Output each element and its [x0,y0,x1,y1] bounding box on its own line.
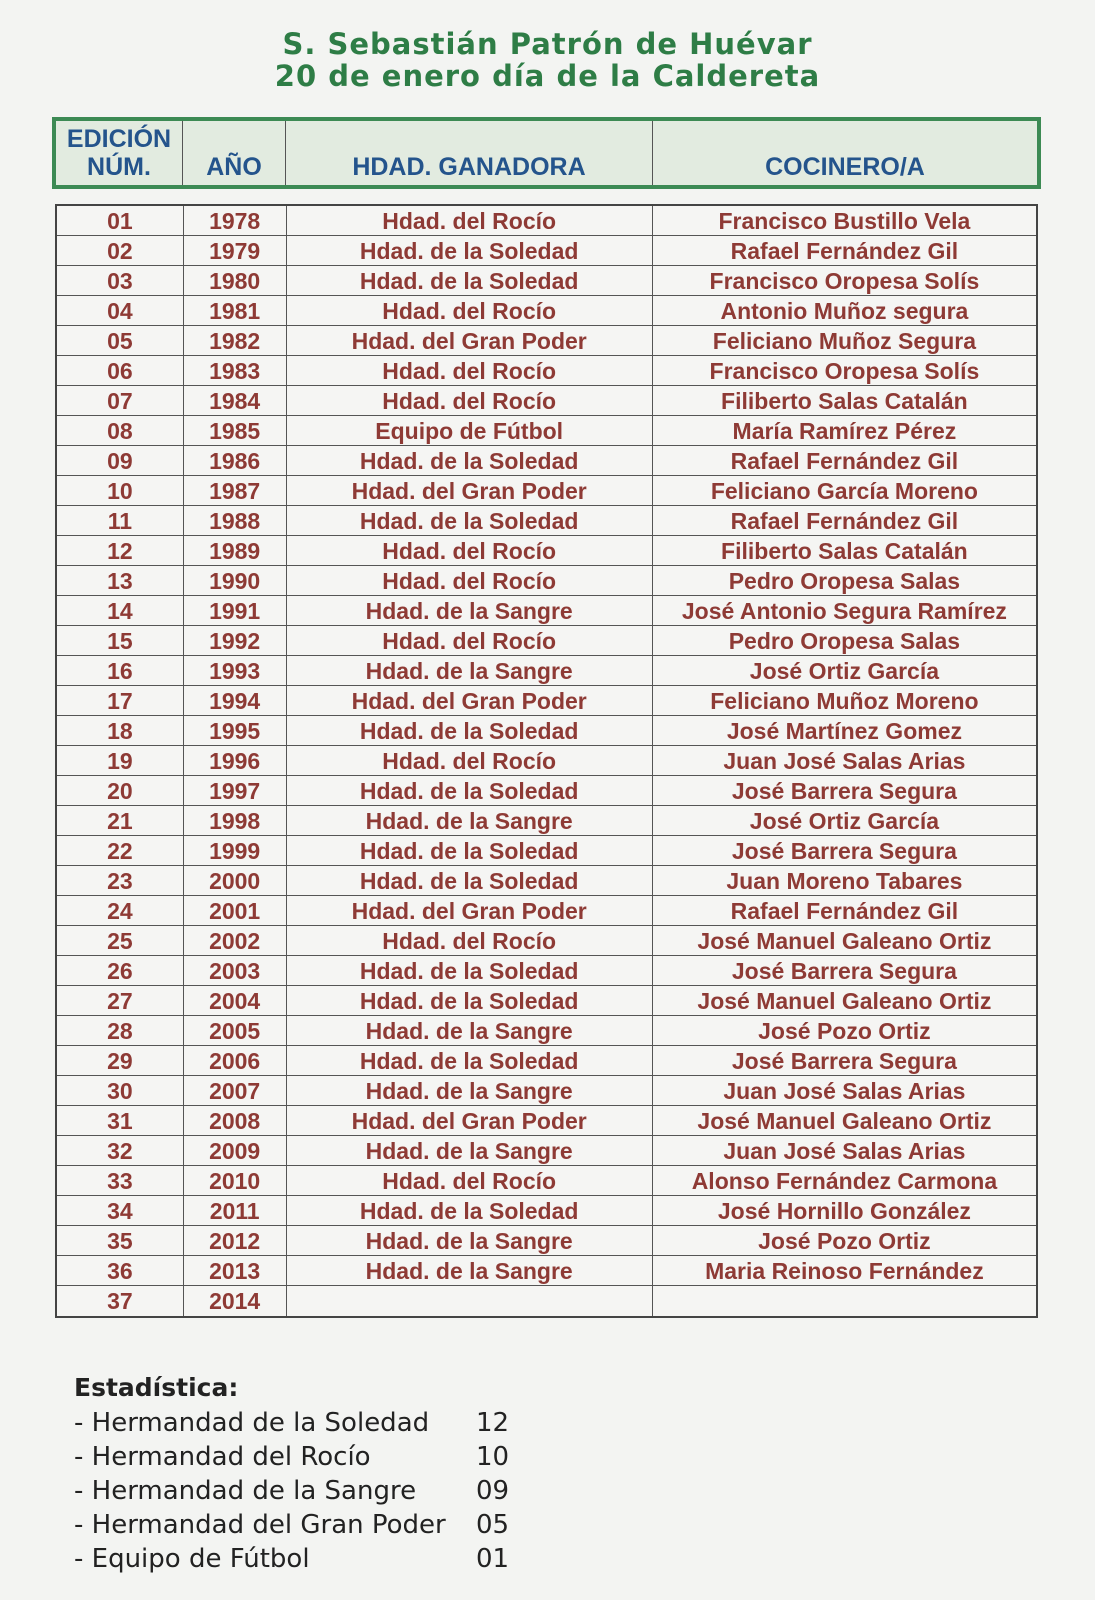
header-anio: AÑO [183,121,286,185]
cook-cell [653,1286,1036,1316]
cook-cell: Juan José Salas Arias [723,747,966,774]
edition-cell: 35 [57,1226,184,1255]
year-cell: 2014 [184,1286,287,1316]
cook-cell: José Martínez Gomez [726,717,962,744]
hdad-cell: Hdad. de la Soledad [287,986,653,1015]
year-cell: 2004 [184,986,287,1015]
hdad-cell: Hdad. de la Soledad [287,866,653,895]
table-row [57,1016,1036,1046]
year-cell: 1985 [184,416,287,445]
cook-cell: José Pozo Ortiz [758,1227,931,1254]
hdad-cell: Hdad. de la Sangre [287,1076,653,1105]
year-cell: 1993 [184,656,287,685]
hdad-cell: Hdad. del Gran Poder [287,686,653,715]
year-cell: 1987 [184,476,287,505]
statistic-item [74,1542,536,1576]
header-edicion-line-1: EDICIÓN [66,125,172,153]
year-cell: 1979 [184,236,287,265]
year-cell: 1999 [184,836,287,865]
hdad-cell: Hdad. del Gran Poder [287,476,653,505]
cook-cell: Feliciano Muñoz Segura [712,327,977,354]
edition-cell: 21 [57,806,184,835]
cook-cell: Juan José Salas Arias [723,1137,966,1164]
edition-cell: 33 [57,1166,184,1195]
table-row [57,506,1036,536]
cook-cell: José Manuel Galeano Ortiz [697,927,992,954]
table-row [57,926,1036,956]
document-title [0,28,1095,92]
year-cell: 1994 [184,686,287,715]
table-row [57,1076,1036,1106]
winners-table [55,204,1038,1318]
year-cell: 1978 [184,206,287,235]
year-cell: 1998 [184,806,287,835]
year-cell: 1990 [184,566,287,595]
edition-cell: 29 [57,1046,184,1075]
table-row [57,866,1036,896]
cook-cell: Antonio Muñoz segura [720,297,969,324]
edition-cell: 17 [57,686,184,715]
edition-cell: 25 [57,926,184,955]
cook-cell: José Barrera Segura [731,957,957,984]
table-row [57,836,1036,866]
year-cell: 2009 [184,1136,287,1165]
edition-cell: 14 [57,596,184,625]
table-row [57,1286,1036,1316]
edition-cell: 32 [57,1136,184,1165]
statistic-item [74,1508,536,1542]
statistics-title: Estadística: [74,1373,239,1402]
edition-cell: 28 [57,1016,184,1045]
year-cell: 2010 [184,1166,287,1195]
table-header [52,117,1041,189]
hdad-cell: Hdad. del Gran Poder [287,1106,653,1135]
edition-cell: 31 [57,1106,184,1135]
year-cell: 1988 [184,506,287,535]
statistic-label: - Hermandad del Rocío [74,1442,371,1472]
table-row [57,746,1036,776]
hdad-cell: Hdad. de la Sangre [287,1016,653,1045]
year-cell: 1980 [184,266,287,295]
cook-cell: Rafael Fernández Gil [730,447,959,474]
cook-cell: Filiberto Salas Catalán [721,537,968,564]
table-row [57,1226,1036,1256]
cook-cell: Maria Reinoso Fernández [705,1257,984,1284]
cook-cell: Rafael Fernández Gil [730,237,959,264]
hdad-cell: Hdad. del Rocío [287,1166,653,1195]
table-row [57,596,1036,626]
year-cell: 1984 [184,386,287,415]
hdad-cell: Hdad. de la Sangre [287,656,653,685]
edition-cell: 15 [57,626,184,655]
cook-cell: José Barrera Segura [731,837,957,864]
hdad-cell: Hdad. del Rocío [287,206,653,235]
cook-cell: Pedro Oropesa Salas [728,627,961,654]
hdad-cell: Equipo de Fútbol [287,416,653,445]
year-cell: 1992 [184,626,287,655]
year-cell: 1983 [184,356,287,385]
table-row [57,626,1036,656]
year-cell: 2003 [184,956,287,985]
table-row [57,686,1036,716]
table-row [57,326,1036,356]
table-row [57,206,1036,236]
year-cell: 1981 [184,296,287,325]
hdad-cell: Hdad. de la Sangre [287,1256,653,1285]
edition-cell: 07 [57,386,184,415]
cook-cell: Pedro Oropesa Salas [728,567,961,594]
hdad-cell: Hdad. de la Soledad [287,776,653,805]
table-row [57,956,1036,986]
table-row [57,1256,1036,1286]
table-row [57,1046,1036,1076]
edition-cell: 34 [57,1196,184,1225]
statistic-label: - Hermandad de la Sangre [74,1476,417,1506]
edition-cell: 09 [57,446,184,475]
table-row [57,776,1036,806]
table-row [57,476,1036,506]
edition-cell: 20 [57,776,184,805]
cook-cell: José Manuel Galeano Ortiz [697,1107,992,1134]
year-cell: 2002 [184,926,287,955]
table-row [57,986,1036,1016]
hdad-cell: Hdad. de la Soledad [287,716,653,745]
table-row [57,1166,1036,1196]
cook-cell: José Barrera Segura [731,1047,957,1074]
edition-cell: 24 [57,896,184,925]
statistic-item [74,1440,536,1474]
cook-cell: Francisco Oropesa Solís [709,267,980,294]
cook-cell: Rafael Fernández Gil [730,507,959,534]
statistic-item [74,1474,536,1508]
header-edicion-line-2: NÚM. [87,153,151,181]
hdad-cell: Hdad. del Rocío [287,626,653,655]
table-row [57,386,1036,416]
hdad-cell: Hdad. de la Soledad [287,446,653,475]
year-cell: 1995 [184,716,287,745]
hdad-cell: Hdad. del Rocío [287,296,653,325]
table-row [57,236,1036,266]
year-cell: 2000 [184,866,287,895]
hdad-cell: Hdad. de la Soledad [287,266,653,295]
cook-cell: Juan José Salas Arias [723,1077,966,1104]
hdad-cell: Hdad. del Rocío [287,386,653,415]
year-cell: 2011 [184,1196,287,1225]
year-cell: 1986 [184,446,287,475]
statistics-section [74,1373,536,1576]
statistic-label: - Hermandad del Gran Poder [74,1510,446,1540]
cook-cell: Francisco Oropesa Solís [709,357,980,384]
table-row [57,446,1036,476]
year-cell: 2013 [184,1256,287,1285]
hdad-cell: Hdad. de la Soledad [287,1046,653,1075]
table-row [57,656,1036,686]
hdad-cell: Hdad. de la Soledad [287,1196,653,1225]
edition-cell: 26 [57,956,184,985]
table-row [57,1106,1036,1136]
statistic-count: 09 [476,1476,510,1506]
year-cell: 2012 [184,1226,287,1255]
table-row [57,1196,1036,1226]
year-cell: 2005 [184,1016,287,1045]
header-edicion [56,121,183,185]
hdad-cell: Hdad. de la Soledad [287,236,653,265]
hdad-cell: Hdad. de la Sangre [287,1226,653,1255]
hdad-cell: Hdad. del Rocío [287,566,653,595]
year-cell: 1996 [184,746,287,775]
year-cell: 2001 [184,896,287,925]
edition-cell: 13 [57,566,184,595]
table-row [57,1136,1036,1166]
edition-cell: 16 [57,656,184,685]
year-cell: 1989 [184,536,287,565]
year-cell: 1991 [184,596,287,625]
cook-cell: María Ramírez Pérez [732,417,957,444]
edition-cell: 08 [57,416,184,445]
edition-cell: 02 [57,236,184,265]
hdad-cell: Hdad. de la Soledad [287,836,653,865]
hdad-cell: Hdad. del Rocío [287,356,653,385]
year-cell: 1997 [184,776,287,805]
year-cell: 2007 [184,1076,287,1105]
edition-cell: 01 [57,206,184,235]
edition-cell: 30 [57,1076,184,1105]
edition-cell: 22 [57,836,184,865]
statistics-list [74,1406,536,1576]
hdad-cell: Hdad. del Gran Poder [287,896,653,925]
edition-cell: 04 [57,296,184,325]
hdad-cell: Hdad. de la Sangre [287,806,653,835]
cook-cell: José Pozo Ortiz [758,1017,931,1044]
statistic-count: 12 [476,1408,510,1438]
table-row [57,266,1036,296]
cook-cell: Francisco Bustillo Vela [718,207,971,234]
hdad-cell [287,1286,653,1316]
cook-cell: José Antonio Segura Ramírez [681,597,1007,624]
cook-cell: José Manuel Galeano Ortiz [697,987,992,1014]
cook-cell: Feliciano García Moreno [710,477,978,504]
hdad-cell: Hdad. de la Soledad [287,506,653,535]
table-row [57,416,1036,446]
edition-cell: 05 [57,326,184,355]
cook-cell: José Ortiz García [749,807,939,834]
header-cocinero: COCINERO/A [765,153,925,181]
year-cell: 2008 [184,1106,287,1135]
cook-cell: Alonso Fernández Carmona [691,1167,998,1194]
cook-cell: José Barrera Segura [731,777,957,804]
hdad-cell: Hdad. del Gran Poder [287,326,653,355]
edition-cell: 23 [57,866,184,895]
edition-cell: 10 [57,476,184,505]
hdad-cell: Hdad. de la Sangre [287,596,653,625]
edition-cell: 12 [57,536,184,565]
hdad-cell: Hdad. del Rocío [287,926,653,955]
hdad-cell: Hdad. de la Sangre [287,1136,653,1165]
edition-cell: 06 [57,356,184,385]
hdad-cell: Hdad. de la Soledad [287,956,653,985]
year-cell: 2006 [184,1046,287,1075]
year-cell: 1982 [184,326,287,355]
statistic-item [74,1406,536,1440]
statistic-count: 05 [476,1510,510,1540]
table-row [57,356,1036,386]
title-line-2: 20 de enero día de la Caldereta [274,59,821,93]
edition-cell: 36 [57,1256,184,1285]
edition-cell: 03 [57,266,184,295]
table-row [57,896,1036,926]
statistic-label: - Hermandad de la Soledad [74,1408,430,1438]
hdad-cell: Hdad. del Rocío [287,536,653,565]
edition-cell: 19 [57,746,184,775]
table-row [57,716,1036,746]
cook-cell: Filiberto Salas Catalán [721,387,968,414]
table-row [57,296,1036,326]
table-row [57,566,1036,596]
statistic-label: - Equipo de Fútbol [74,1544,310,1574]
table-row [57,536,1036,566]
statistic-count: 10 [476,1442,510,1472]
title-line-1: S. Sebastián Patrón de Huévar [282,27,813,61]
cook-cell: Rafael Fernández Gil [730,897,959,924]
cook-cell: José Ortiz García [749,657,939,684]
header-hdad: HDAD. GANADORA [286,121,653,185]
edition-cell: 37 [57,1286,184,1316]
table-row [57,806,1036,836]
edition-cell: 27 [57,986,184,1015]
edition-cell: 11 [57,506,184,535]
hdad-cell: Hdad. del Rocío [287,746,653,775]
statistic-count: 01 [476,1544,510,1574]
cook-cell: Juan Moreno Tabares [726,867,963,894]
cook-cell: Feliciano Muñoz Moreno [710,687,979,714]
edition-cell: 18 [57,716,184,745]
cook-cell: José Hornillo González [717,1197,971,1224]
